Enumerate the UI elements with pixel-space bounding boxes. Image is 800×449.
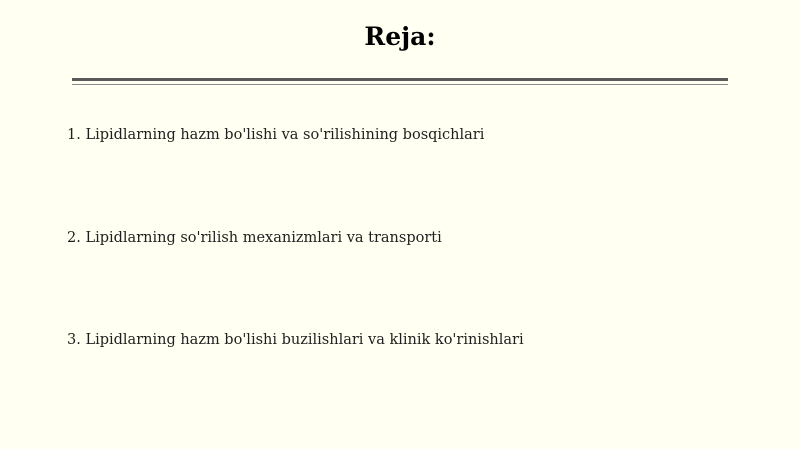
- plan-item-3: 3. Lipidlarning hazm bo'lishi buzilishlari va klinik ko'rinishlari: [67, 332, 524, 348]
- plan-item-1: 1. Lipidlarning hazm bo'lishi va so'rilishining bosqichlari: [67, 127, 485, 143]
- slide-title: Reja:: [364, 22, 436, 51]
- title-divider-thin: [72, 84, 728, 85]
- plan-item-2: 2. Lipidlarning so'rilish mexanizmlari va transporti: [67, 230, 442, 246]
- title-divider-thick: [72, 78, 728, 81]
